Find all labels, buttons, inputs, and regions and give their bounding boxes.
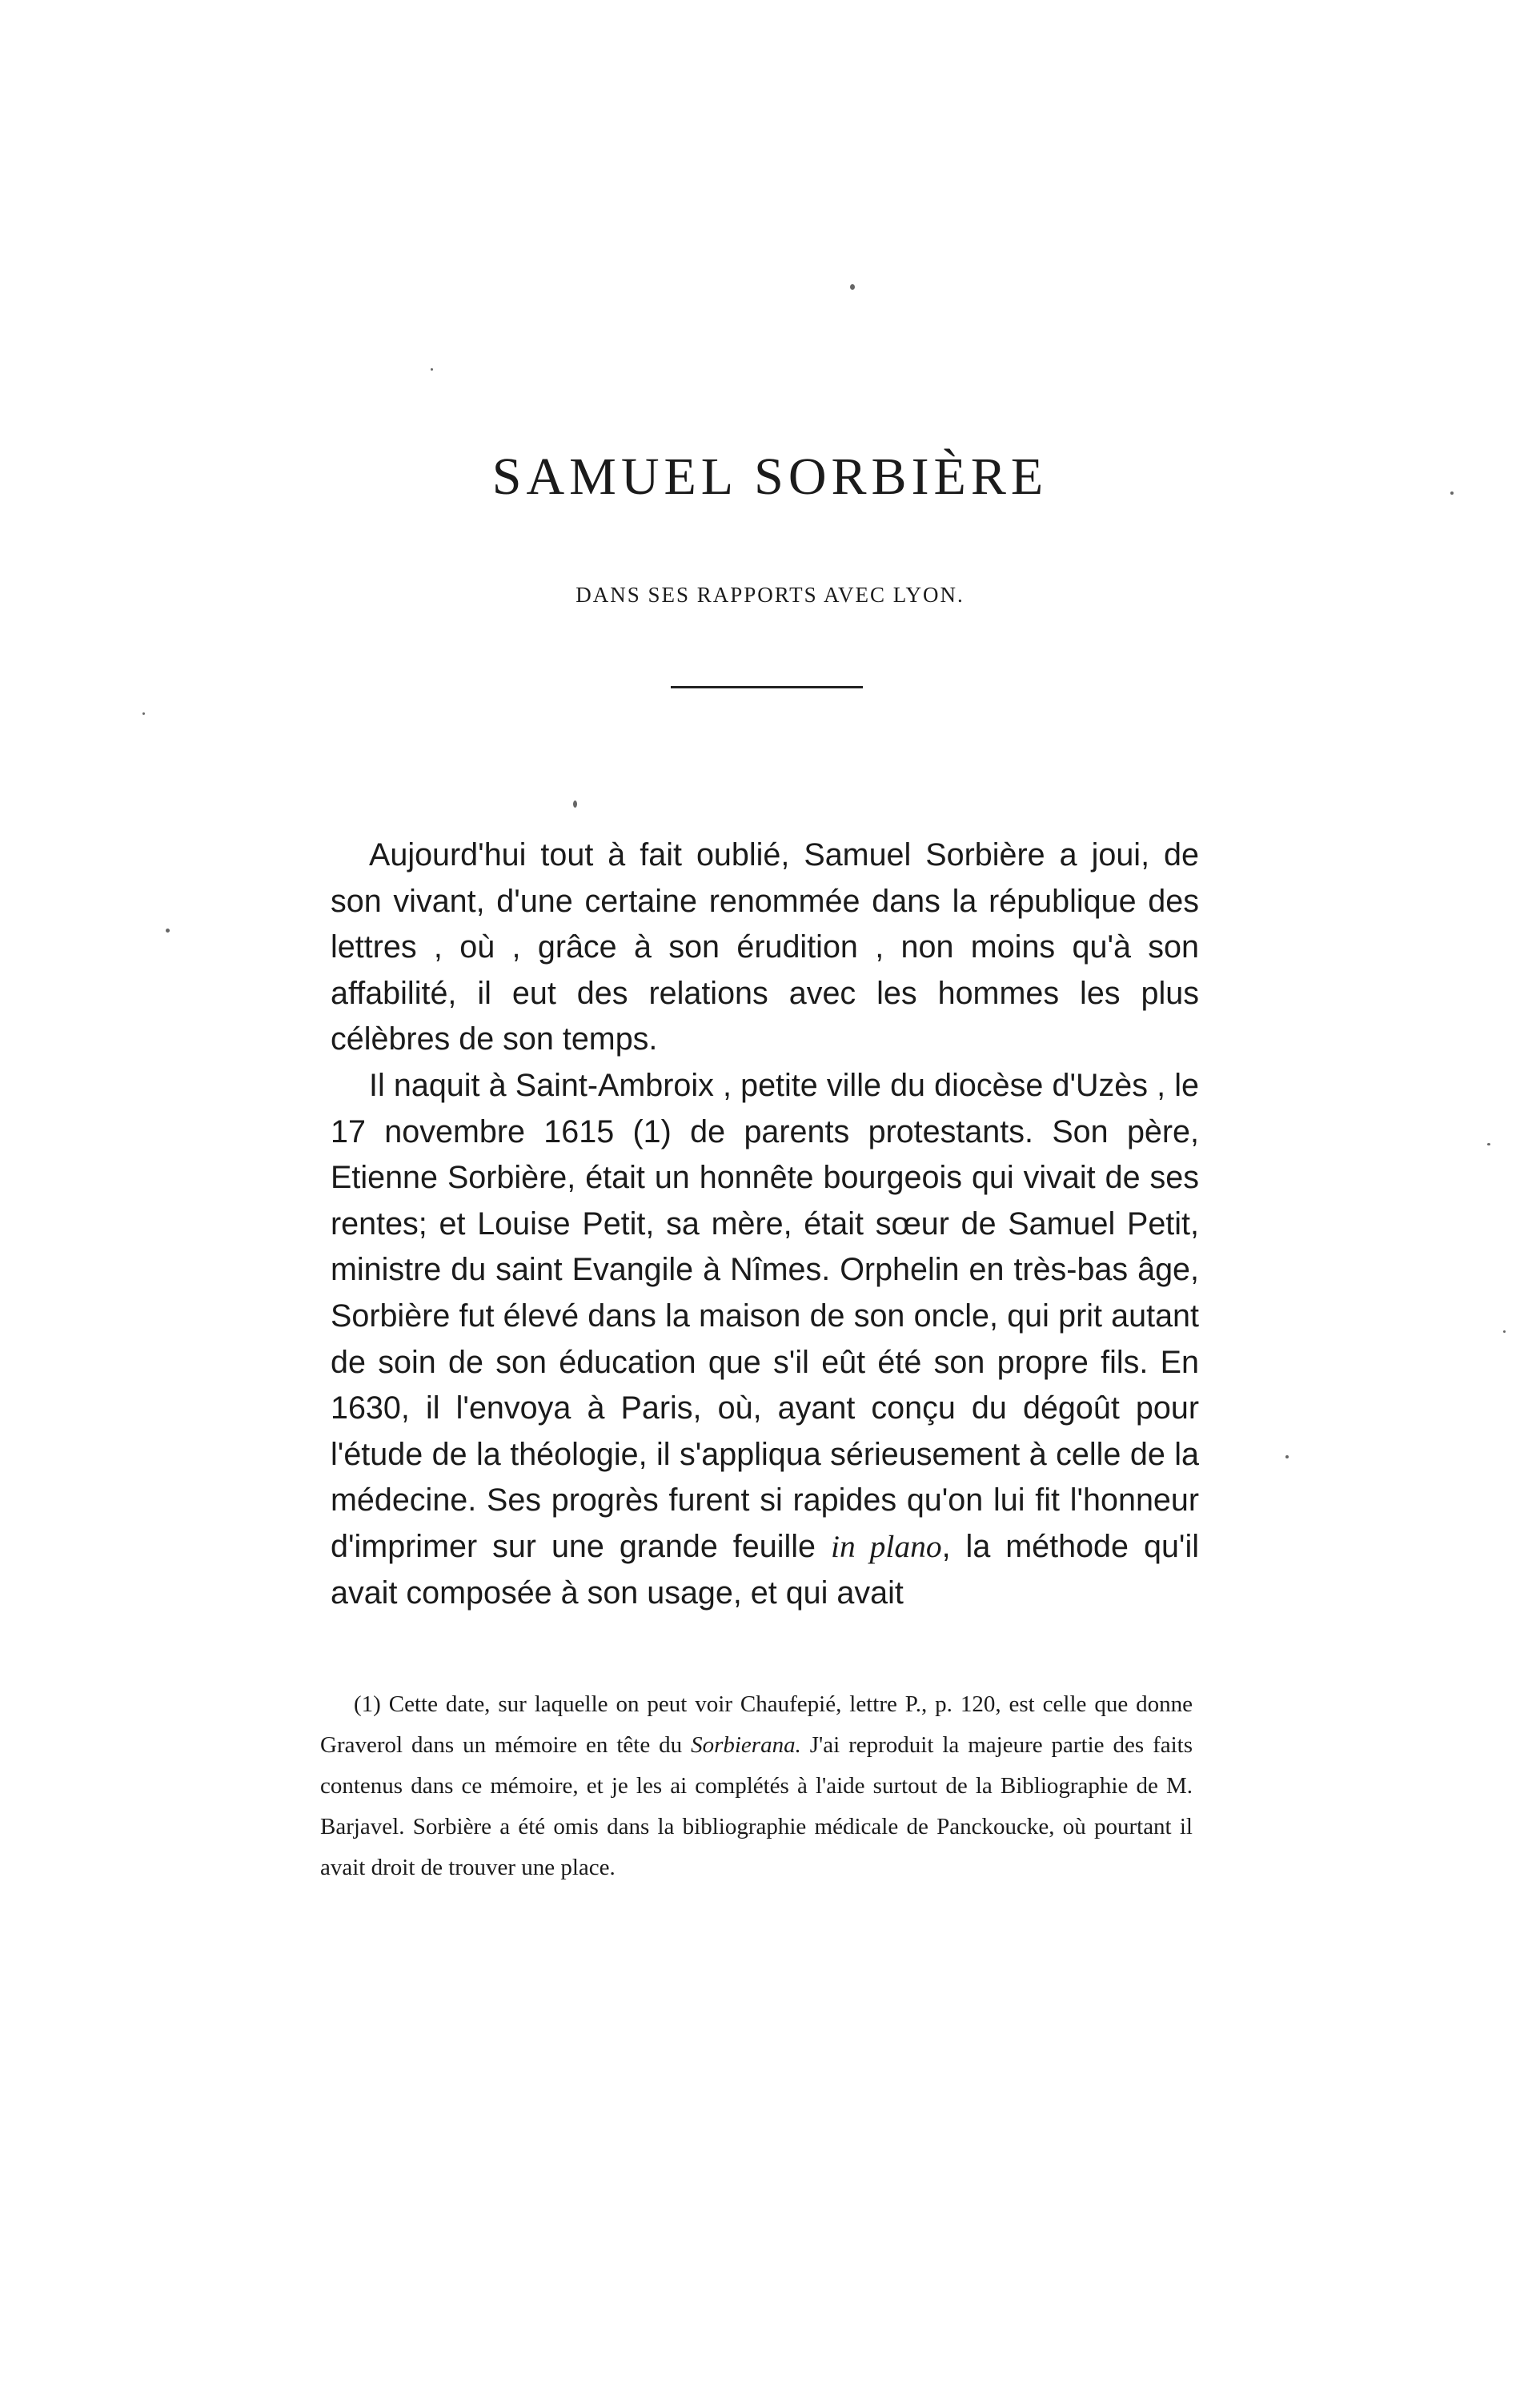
scan-speck xyxy=(1503,1330,1506,1333)
footnote-text-b: J'ai reproduit la majeure partie des faits contenus dans ce mémoire, et je les ai complétés à l'aide surtout de la Bibliographie de M. Barjavel. Sorbière a été omis dans la bibliographie médicale de Panckoucke, où pourtant il avait droit de trouver une place. xyxy=(320,1732,1193,1880)
footnote xyxy=(320,1684,1193,1888)
paragraph-2-text-a: Il naquit à Saint-Ambroix , petite ville du diocèse d'Uzès , le 17 novembre 1615 (1) de parents protestants. Son père, Etienne Sorbière, était un honnête bourgeois qui vivait de ses rentes; et Louise Petit, sa mère, était sœur de Samuel Petit, ministre du saint Evangile à Nîmes. Orphelin en très-bas âge, Sorbière fut élevé dans la maison de son oncle, qui prit autant de soin de son éducation que s'il eût été son propre fils. En 1630, il l'envoya à Paris, où, ayant conçu du dégoût pour l'étude de la théologie, il s'appliqua sérieusement à celle de la médecine. Ses progrès furent si rapides qu'on lui fit l'honneur d'imprimer sur une grande feuille xyxy=(331,1067,1199,1564)
scan-speck xyxy=(1285,1455,1289,1458)
footnote-text-a: (1) Cette date, sur laquelle on peut voir Chaufepié, lettre P., p. 120, est celle que donne Graverol dans un mémoire en tête du xyxy=(320,1691,1193,1758)
scan-speck xyxy=(1487,1143,1490,1145)
paragraph-2-italic: in plano xyxy=(831,1528,942,1564)
scan-speck xyxy=(1450,491,1454,495)
scan-speck xyxy=(850,284,855,290)
footnote-italic: Sorbierana. xyxy=(691,1732,801,1758)
paragraph-2 xyxy=(331,1063,1199,1616)
scan-speck xyxy=(166,929,170,933)
paragraph-2-text-b: , la méthode qu'il avait composée à son usage, et qui avait xyxy=(331,1528,1200,1611)
scan-speck xyxy=(142,712,145,715)
page-title: SAMUEL SORBIÈRE xyxy=(491,447,1049,506)
main-text xyxy=(331,832,1199,1616)
scan-speck xyxy=(573,800,577,808)
scan-speck xyxy=(431,368,433,371)
paragraph-1: Aujourd'hui tout à fait oublié, Samuel Sorbière a joui, de son vivant, d'une certaine renommée dans la république des lettres , où , grâce à son érudition , non moins qu'à son affabilité, il eut des relations avec les hommes les plus célèbres de son temps. xyxy=(331,837,1199,1057)
title-rule xyxy=(671,686,863,688)
footnote-text xyxy=(320,1684,1193,1888)
subtitle: DANS SES RAPPORTS AVEC LYON. xyxy=(575,583,965,607)
